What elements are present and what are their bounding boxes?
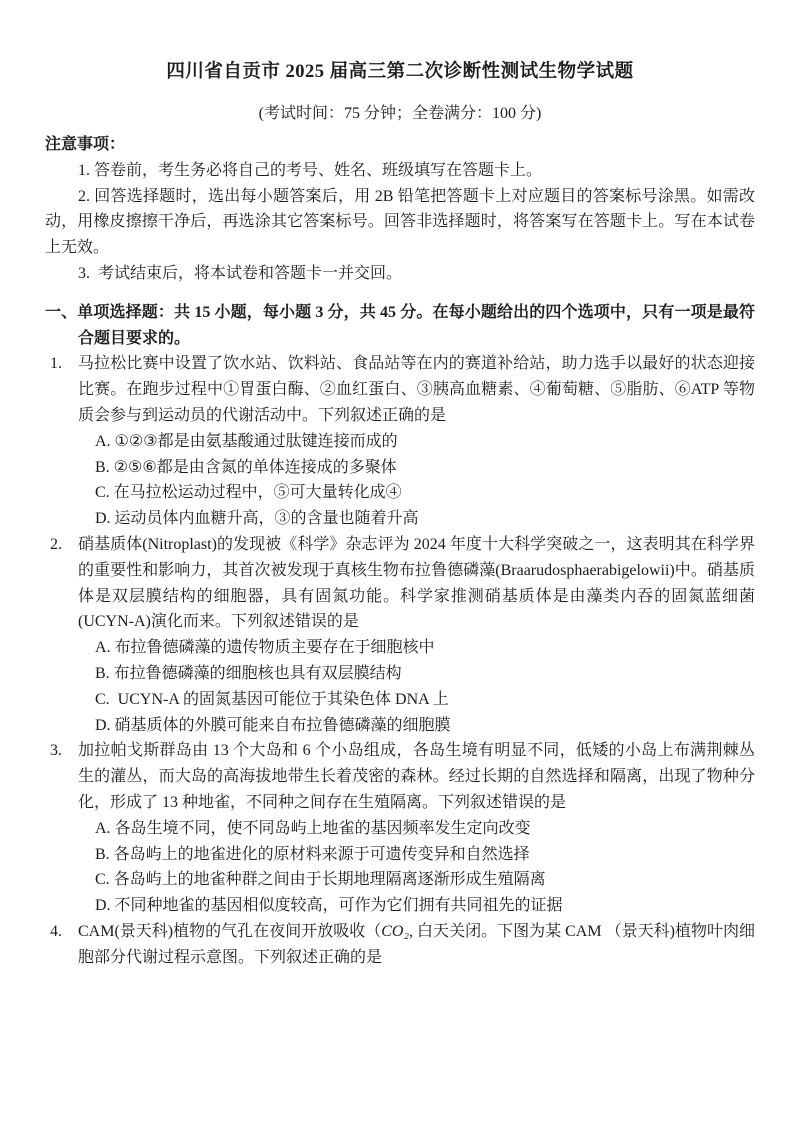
question-2 — [45, 532, 755, 738]
question-2-option-a: A. 布拉鲁德磷藻的遗传物质主要存在于细胞核中 — [95, 639, 435, 657]
question-3-option-b: B. 各岛屿上的地雀进化的原材料来源于可遗传变异和自然选择 — [95, 845, 530, 863]
question-3-number: 3. — [50, 742, 62, 760]
question-1-option-a: A. ①②③都是由氨基酸通过肽键连接而成的 — [95, 432, 398, 450]
question-2-number: 2. — [50, 535, 62, 553]
co2-formula: CO₂, — [381, 922, 414, 940]
question-4 — [45, 919, 755, 971]
question-3 — [45, 738, 755, 919]
question-4-stem — [78, 919, 755, 971]
question-4-stem-prefix: CAM(景天科)植物的气孔在夜间开放吸收（ — [78, 922, 382, 940]
notice-item-2: 2. 回答选择题时，选出每小题答案后，用 2B 铅笔把答题卡上对应题目的答案标号涂黑。如需改动，用橡皮擦擦干净后，再选涂其它答案标号。回答非选择题时，将答案写在答题卡上。写在本试卷上无效。 — [45, 187, 755, 257]
notice-item-3: 3. 考试结束后，将本试卷和答题卡一并交回。 — [78, 264, 403, 282]
question-1-option-d: D. 运动员体内血糖升高，③的含量也随着升高 — [95, 510, 419, 528]
question-1-option-c: C. 在马拉松运动过程中，⑤可大量转化成④ — [95, 484, 402, 502]
question-1-option-b: B. ②⑤⑥都是由含氮的单体连接成的多聚体 — [95, 458, 397, 476]
question-1-number: 1. — [50, 355, 62, 373]
question-4-stem-suffix: 白天关闭。下图为某 CAM （景天科)植物叶肉细胞部分代谢过程示意图。下列叙述正确的是 — [78, 922, 755, 966]
question-2-option-c: C. UCYN-A 的固氮基因可能位于其染色体 DNA 上 — [95, 690, 449, 708]
notice-heading: 注意事项： — [45, 136, 126, 153]
exam-info: (考试时间：75 分钟；全卷满分：100 分) — [258, 105, 542, 122]
notice-section — [45, 132, 755, 287]
section-heading: 一、单项选择题：共 15 小题，每小题 3 分，共 45 分。在每小题给出的四个选项中，只有一项是最符合题目要求的。 — [45, 303, 755, 347]
question-2-option-d: D. 硝基质体的外膜可能来自布拉鲁德磷藻的细胞膜 — [95, 716, 451, 734]
question-2-option-b: B. 布拉鲁德磷藻的细胞核也具有双层膜结构 — [95, 664, 402, 682]
question-1 — [45, 351, 755, 532]
question-3-option-a: A. 各岛生境不同，使不同岛屿上地雀的基因频率发生定向改变 — [95, 819, 531, 837]
question-3-option-d: D. 不同种地雀的基因相似度较高，可作为它们拥有共同祖先的证据 — [95, 897, 563, 915]
question-3-option-c: C. 各岛屿上的地雀种群之间由于长期地理隔离逐渐形成生殖隔离 — [95, 871, 546, 889]
page-title: 四川省自贡市 2025 届高三第二次诊断性测试生物学试题 — [166, 62, 634, 82]
question-3-stem: 加拉帕戈斯群岛由 13 个大岛和 6 个小岛组成，各岛生境有明显不同，低矮的小岛上布满荆棘丛生的灌丛，而大岛的高海拔地带生长着茂密的森林。经过长期的自然选择和隔离，出现了物种分化，形成了 13 种地雀，不同种之间存在生殖隔离。下列叙述错误的是 — [78, 742, 755, 811]
question-4-number: 4. — [50, 922, 62, 940]
notice-item-1: 1. 答卷前，考生务必将自己的考号、姓名、班级填写在答题卡上。 — [78, 161, 543, 179]
question-2-stem: 硝基质体(Nitroplast)的发现被《科学》杂志评为 2024 年度十大科学突破之一，这表明其在科学界的重要性和影响力，其首次被发现于真核生物布拉鲁德磷藻(Braarudosphaerabigelowii)中。硝基质体是双层膜结构的细胞器，具有固氮功能。科学家推测硝基质体是由藻类内吞的固氮蓝细菌(UCYN-A)演化而来。下列叙述错误的是 — [78, 535, 755, 631]
question-1-stem: 马拉松比赛中设置了饮水站、饮料站、食品站等在内的赛道补给站，助力选手以最好的状态迎接比赛。在跑步过程中①胃蛋白酶、②血红蛋白、③胰高血糖素、④葡萄糖、⑤脂肪、⑥ATP 等物质会参与到运动员的代谢活动中。下列叙述正确的是 — [78, 355, 755, 424]
